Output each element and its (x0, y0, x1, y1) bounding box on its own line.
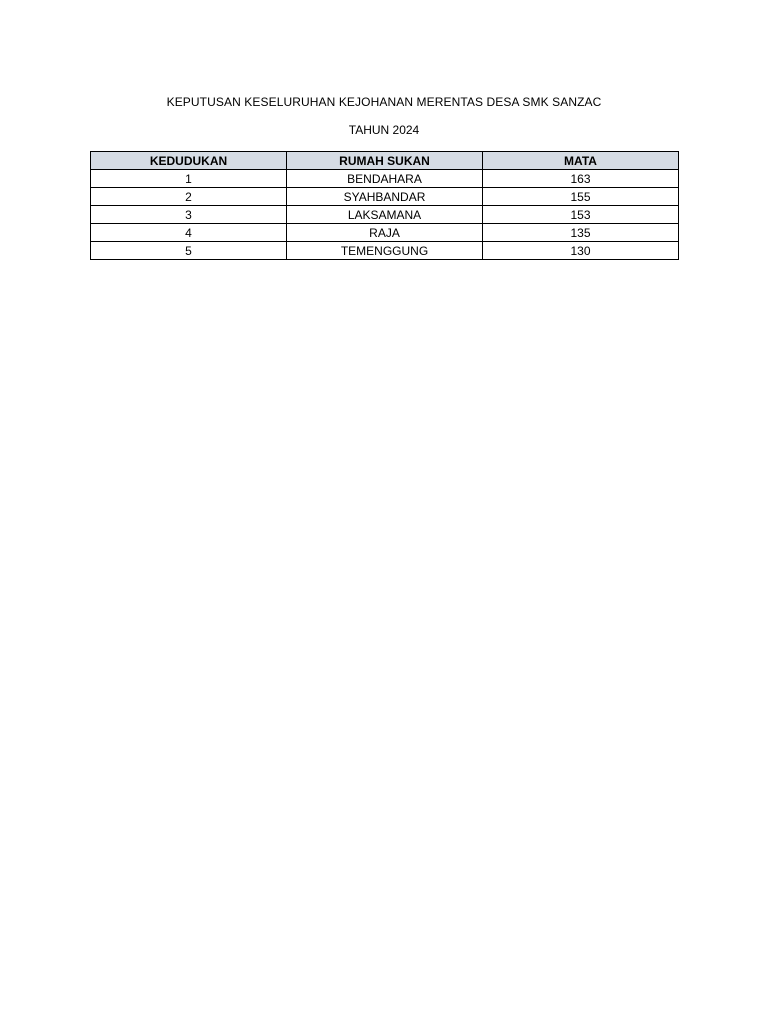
cell-kedudukan: 4 (91, 224, 287, 242)
cell-rumah-sukan: TEMENGGUNG (287, 242, 483, 260)
table-row (91, 206, 679, 224)
table-row (91, 242, 679, 260)
results-table (90, 151, 679, 260)
cell-mata: 153 (483, 206, 679, 224)
table-row (91, 170, 679, 188)
cell-kedudukan: 3 (91, 206, 287, 224)
document-title: KEPUTUSAN KESELURUHAN KEJOHANAN MERENTAS DESA SMK SANZAC (166, 95, 602, 109)
cell-mata: 155 (483, 188, 679, 206)
header-rumah-sukan: RUMAH SUKAN (287, 152, 483, 170)
table-header-row (91, 152, 679, 170)
table-row (91, 188, 679, 206)
table-body (91, 170, 679, 260)
cell-mata: 130 (483, 242, 679, 260)
cell-rumah-sukan: LAKSAMANA (287, 206, 483, 224)
table-header (91, 152, 679, 170)
cell-rumah-sukan: SYAHBANDAR (287, 188, 483, 206)
cell-kedudukan: 1 (91, 170, 287, 188)
document-subtitle: TAHUN 2024 (348, 123, 420, 137)
cell-rumah-sukan: BENDAHARA (287, 170, 483, 188)
cell-mata: 135 (483, 224, 679, 242)
table-row (91, 224, 679, 242)
header-mata: MATA (483, 152, 679, 170)
cell-kedudukan: 2 (91, 188, 287, 206)
cell-rumah-sukan: RAJA (287, 224, 483, 242)
cell-mata: 163 (483, 170, 679, 188)
header-kedudukan: KEDUDUKAN (91, 152, 287, 170)
cell-kedudukan: 5 (91, 242, 287, 260)
